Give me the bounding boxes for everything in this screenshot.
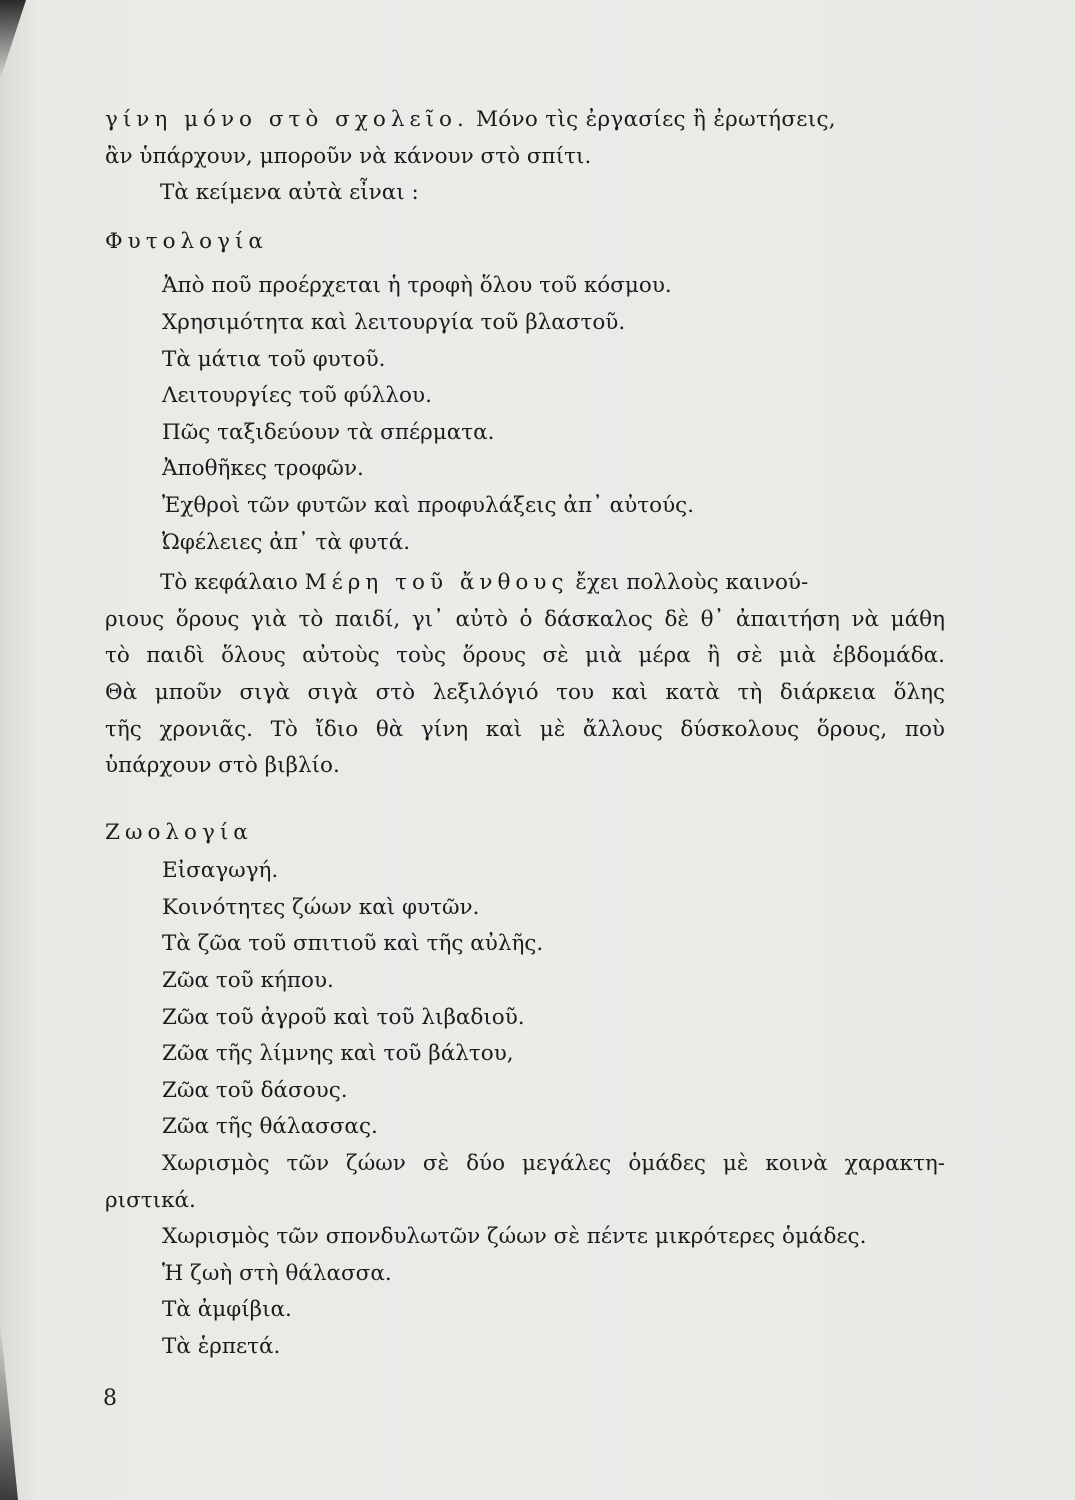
list-item: Πῶς ταξιδεύουν τὰ σπέρματα.: [162, 419, 495, 445]
text-line: τῆς χρονιᾶς. Τὸ ἴδιο θὰ γίνη καὶ μὲ ἄλλους δύσκολους ὅρους, ποὺ: [105, 716, 945, 742]
page-text: [105, 102, 945, 1366]
text-line: τὸ παιδὶ ὅλους αὐτοὺς τοὺς ὅρους σὲ μιὰ μέρα ἢ σὲ μιὰ ἑβδομάδα.: [105, 643, 945, 669]
page-edge-shadow: [0, 0, 26, 80]
text-segment: ἔχει πολλοὺς καινού-: [575, 570, 809, 596]
list-item: Εἰσαγωγή.: [162, 858, 279, 884]
list-item: Χωρισμὸς τῶν σπονδυλωτῶν ζώων σὲ πέντε μικρότερες ὁμάδες.: [162, 1224, 867, 1250]
list-item: Ζῶα τοῦ ἀγροῦ καὶ τοῦ λιβαδιοῦ.: [162, 1004, 525, 1030]
text-segment: Μόνο τὶς ἐργασίες ἢ ἐρωτήσεις,: [475, 107, 836, 132]
paragraph: [105, 565, 945, 785]
text-line: [105, 102, 945, 139]
emphasized-phrase: γίνη μόνο στὸ σχολεῖο.: [105, 107, 469, 132]
list-item: Ὠφέλειες ἀπ᾿ τὰ φυτά.: [162, 529, 411, 555]
section-heading-fytologia: Φυτολογία: [105, 228, 268, 254]
list-item: Κοινότητες ζώων καὶ φυτῶν.: [162, 894, 480, 920]
list-item: Ζῶα τοῦ δάσους.: [162, 1077, 348, 1103]
text-line: ὑπάρχουν στὸ βιβλίο.: [105, 753, 340, 779]
emphasized-phrase: Μέρη τοῦ ἄνθους: [304, 570, 569, 596]
page-number: 8: [103, 1386, 117, 1411]
list-item: Τὰ ἀμφίβια.: [162, 1297, 292, 1323]
list-item: Ἀπὸ ποῦ προέρχεται ἡ τροφὴ ὅλου τοῦ κόσμου.: [162, 273, 672, 299]
text-line: Θὰ μποῦν σιγὰ σιγὰ στὸ λεξιλόγιό του καὶ κατὰ τὴ διάρκεια ὅλης: [105, 679, 945, 705]
list-item: Ζῶα τῆς θάλασσας.: [162, 1114, 378, 1140]
text-line: Τὰ κείμενα αὐτὰ εἶναι :: [160, 180, 419, 206]
list-item: Χρησιμότητα καὶ λειτουργία τοῦ βλαστοῦ.: [162, 309, 626, 335]
section-heading-zoologia: Ζωολογία: [105, 819, 253, 845]
text-line: ἂν ὑπάρχουν, μποροῦν νὰ κάνουν στὸ σπίτι.: [105, 143, 592, 169]
list-item: Ἐχθροὶ τῶν φυτῶν καὶ προφυλάξεις ἀπ᾿ αὐτούς.: [162, 492, 695, 518]
list-item: Τὰ ἑρπετά.: [162, 1334, 281, 1359]
list-item: Λειτουργίες τοῦ φύλλου.: [162, 383, 432, 409]
page-edge-shadow-bottom: [0, 1320, 18, 1500]
list-item: Τὰ ζῶα τοῦ σπιτιοῦ καὶ τῆς αὐλῆς.: [162, 931, 544, 957]
list-item: Ζῶα τῆς λίμνης καὶ τοῦ βάλτου,: [162, 1041, 514, 1067]
fytologia-list: [105, 268, 945, 561]
text-line: ριους ὅρους γιὰ τὸ παιδί, γι᾿ αὐτὸ ὁ δάσκαλος δὲ θ᾿ ἀπαιτήση νὰ μάθη: [105, 606, 945, 632]
list-item: Ἡ ζωὴ στὴ θάλασσα.: [162, 1260, 392, 1286]
list-item: Χωρισμὸς τῶν ζώων σὲ δύο μεγάλες ὁμάδες μὲ κοινὰ χαρακτη-: [162, 1151, 945, 1177]
zoologia-list: [105, 853, 945, 1365]
text-segment: Τὸ κεφάλαιο: [160, 570, 298, 596]
text-line: [105, 565, 945, 602]
list-item: Τὰ μάτια τοῦ φυτοῦ.: [162, 346, 386, 372]
list-item-continuation: ριστικά.: [105, 1187, 196, 1213]
list-item: Ἀποθῆκες τροφῶν.: [162, 456, 364, 482]
list-item: Ζῶα τοῦ κήπου.: [162, 968, 334, 994]
